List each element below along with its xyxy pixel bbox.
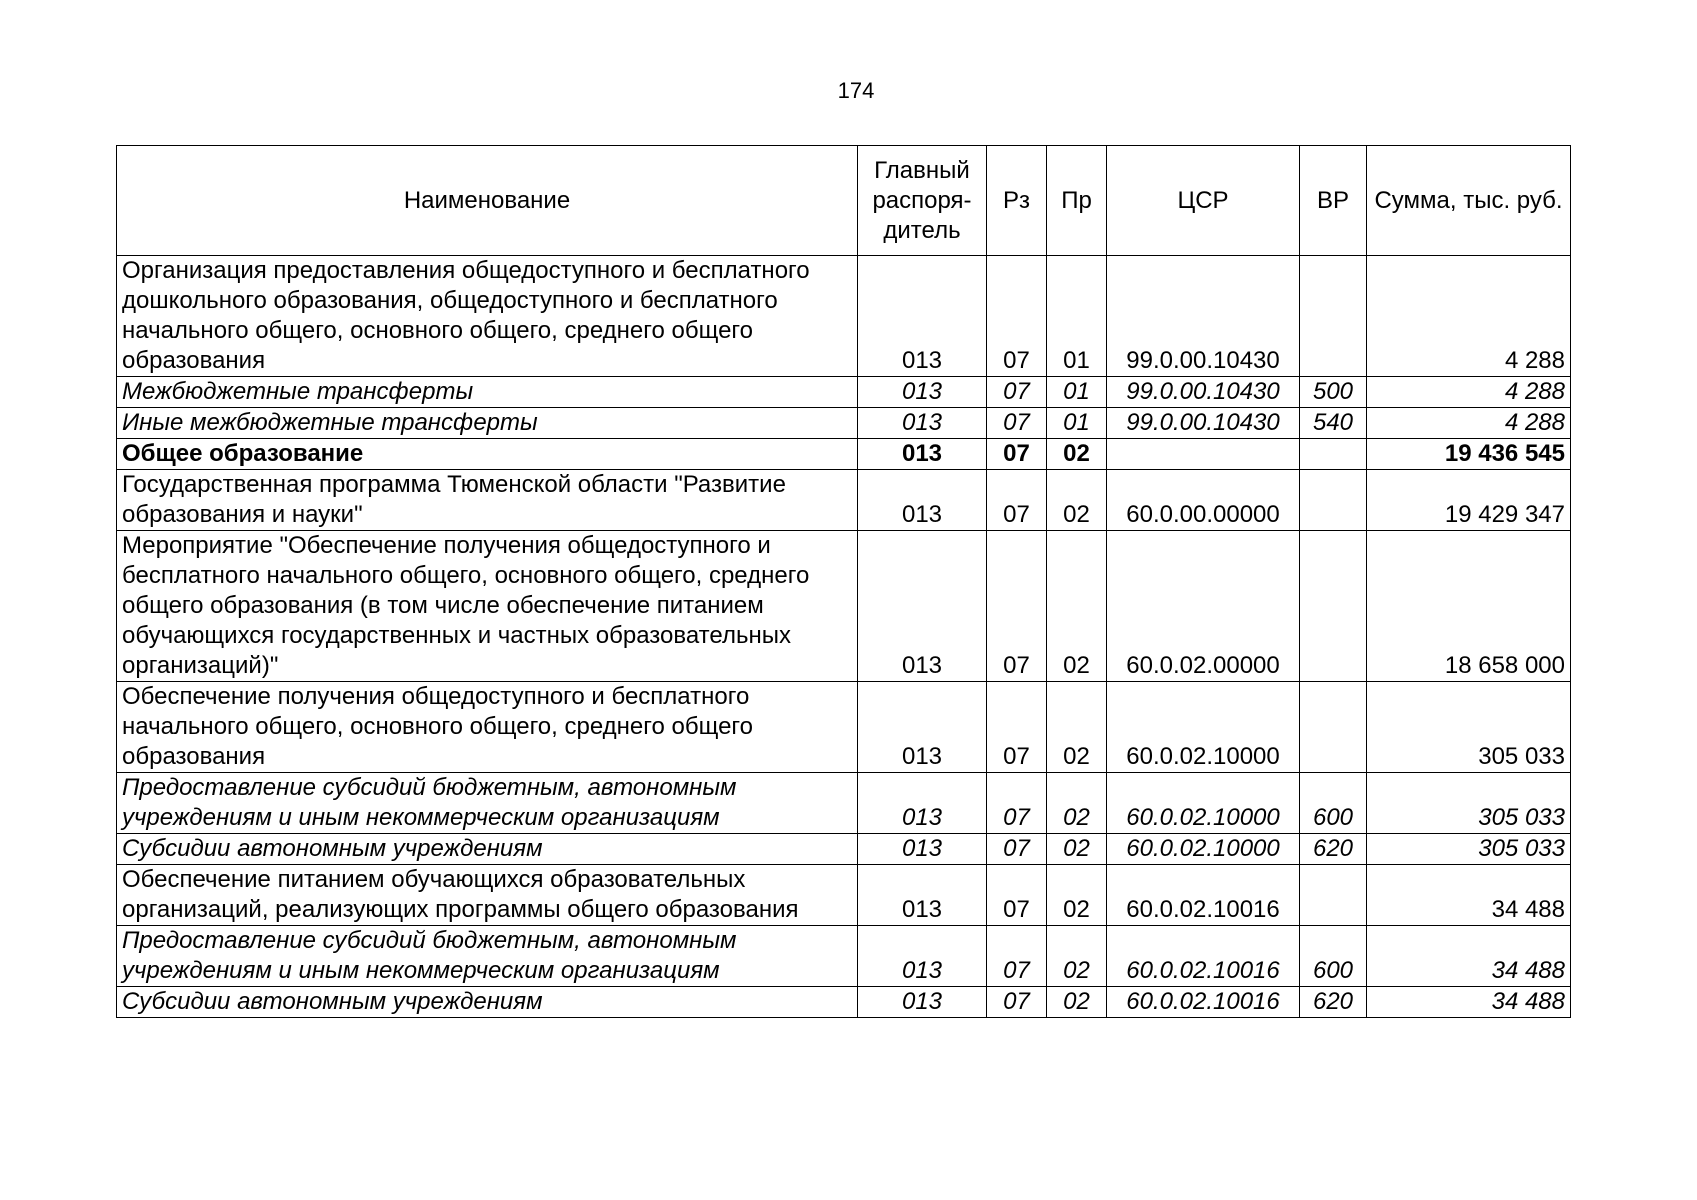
cell-rz: 07 xyxy=(987,773,1047,834)
cell-chief: 013 xyxy=(858,470,987,531)
header-csr: ЦСР xyxy=(1107,146,1300,256)
cell-chief: 013 xyxy=(858,773,987,834)
cell-rz: 07 xyxy=(987,865,1047,926)
cell-vr xyxy=(1300,682,1367,773)
cell-csr: 99.0.00.10430 xyxy=(1107,408,1300,439)
cell-name: Государственная программа Тюменской области "Развитие образования и науки" xyxy=(117,470,858,531)
table-row xyxy=(117,682,1571,773)
cell-name: Обеспечение питанием обучающихся образовательных организаций, реализующих программы общего образования xyxy=(117,865,858,926)
cell-name: Мероприятие "Обеспечение получения общедоступного и бесплатного начального общего, основного общего, среднего общего образования (в том числе обеспечение питанием обучающихся государственных и частных образовательных организаций)" xyxy=(117,531,858,682)
cell-pr: 01 xyxy=(1047,256,1107,377)
cell-chief: 013 xyxy=(858,256,987,377)
cell-name: Организация предоставления общедоступного и бесплатного дошкольного образования, общедоступного и бесплатного начального общего, основного общего, среднего общего образования xyxy=(117,256,858,377)
header-rz: Рз xyxy=(987,146,1047,256)
cell-csr: 60.0.02.00000 xyxy=(1107,531,1300,682)
table-row xyxy=(117,439,1571,470)
cell-sum: 34 488 xyxy=(1367,987,1571,1018)
cell-csr: 60.0.02.10000 xyxy=(1107,773,1300,834)
cell-rz: 07 xyxy=(987,377,1047,408)
cell-chief: 013 xyxy=(858,926,987,987)
cell-vr: 620 xyxy=(1300,834,1367,865)
cell-rz: 07 xyxy=(987,987,1047,1018)
table-row xyxy=(117,470,1571,531)
cell-name: Межбюджетные трансферты xyxy=(117,377,858,408)
cell-name: Предоставление субсидий бюджетным, автономным учреждениям и иным некоммерческим организациям xyxy=(117,926,858,987)
cell-rz: 07 xyxy=(987,470,1047,531)
table-row xyxy=(117,531,1571,682)
cell-sum: 305 033 xyxy=(1367,834,1571,865)
cell-sum: 305 033 xyxy=(1367,682,1571,773)
page-number: 174 xyxy=(837,78,875,103)
cell-csr: 60.0.02.10016 xyxy=(1107,987,1300,1018)
cell-vr xyxy=(1300,865,1367,926)
cell-csr: 60.0.00.00000 xyxy=(1107,470,1300,531)
header-vr: ВР xyxy=(1300,146,1367,256)
budget-table xyxy=(116,145,1571,1018)
cell-pr: 02 xyxy=(1047,926,1107,987)
cell-vr xyxy=(1300,531,1367,682)
table-row xyxy=(117,377,1571,408)
header-chief: Главный распоря-дитель xyxy=(858,146,987,256)
cell-pr: 01 xyxy=(1047,377,1107,408)
cell-chief: 013 xyxy=(858,408,987,439)
cell-pr: 02 xyxy=(1047,439,1107,470)
cell-rz: 07 xyxy=(987,408,1047,439)
cell-name: Субсидии автономным учреждениям xyxy=(117,987,858,1018)
cell-csr xyxy=(1107,439,1300,470)
cell-chief: 013 xyxy=(858,865,987,926)
cell-vr xyxy=(1300,470,1367,531)
cell-sum: 19 429 347 xyxy=(1367,470,1571,531)
cell-pr: 02 xyxy=(1047,531,1107,682)
cell-pr: 02 xyxy=(1047,470,1107,531)
cell-sum: 34 488 xyxy=(1367,865,1571,926)
cell-vr xyxy=(1300,439,1367,470)
table-row xyxy=(117,773,1571,834)
cell-csr: 60.0.02.10000 xyxy=(1107,834,1300,865)
cell-chief: 013 xyxy=(858,439,987,470)
cell-name: Иные межбюджетные трансферты xyxy=(117,408,858,439)
cell-chief: 013 xyxy=(858,531,987,682)
cell-csr: 60.0.02.10016 xyxy=(1107,865,1300,926)
table-row xyxy=(117,865,1571,926)
table-row xyxy=(117,987,1571,1018)
cell-chief: 013 xyxy=(858,682,987,773)
cell-pr: 02 xyxy=(1047,682,1107,773)
cell-csr: 60.0.02.10016 xyxy=(1107,926,1300,987)
table-row xyxy=(117,926,1571,987)
table-row xyxy=(117,834,1571,865)
cell-pr: 01 xyxy=(1047,408,1107,439)
cell-sum: 19 436 545 xyxy=(1367,439,1571,470)
cell-sum: 4 288 xyxy=(1367,256,1571,377)
cell-vr xyxy=(1300,256,1367,377)
cell-name: Обеспечение получения общедоступного и бесплатного начального общего, основного общего, среднего общего образования xyxy=(117,682,858,773)
header-name: Наименование xyxy=(117,146,858,256)
cell-sum: 4 288 xyxy=(1367,408,1571,439)
cell-sum: 305 033 xyxy=(1367,773,1571,834)
cell-chief: 013 xyxy=(858,377,987,408)
cell-csr: 60.0.02.10000 xyxy=(1107,682,1300,773)
cell-vr: 540 xyxy=(1300,408,1367,439)
table-row xyxy=(117,408,1571,439)
cell-csr: 99.0.00.10430 xyxy=(1107,256,1300,377)
cell-rz: 07 xyxy=(987,439,1047,470)
header-sum: Сумма, тыс. руб. xyxy=(1367,146,1571,256)
cell-rz: 07 xyxy=(987,256,1047,377)
cell-pr: 02 xyxy=(1047,834,1107,865)
cell-vr: 600 xyxy=(1300,926,1367,987)
cell-pr: 02 xyxy=(1047,865,1107,926)
cell-rz: 07 xyxy=(987,531,1047,682)
cell-sum: 18 658 000 xyxy=(1367,531,1571,682)
cell-name: Предоставление субсидий бюджетным, автономным учреждениям и иным некоммерческим организациям xyxy=(117,773,858,834)
header-pr: Пр xyxy=(1047,146,1107,256)
cell-vr: 620 xyxy=(1300,987,1367,1018)
cell-rz: 07 xyxy=(987,682,1047,773)
cell-pr: 02 xyxy=(1047,987,1107,1018)
table-header-row xyxy=(117,146,1571,256)
cell-pr: 02 xyxy=(1047,773,1107,834)
cell-sum: 34 488 xyxy=(1367,926,1571,987)
cell-chief: 013 xyxy=(858,987,987,1018)
cell-sum: 4 288 xyxy=(1367,377,1571,408)
cell-name: Субсидии автономным учреждениям xyxy=(117,834,858,865)
cell-name: Общее образование xyxy=(117,439,858,470)
table-row xyxy=(117,256,1571,377)
cell-vr: 600 xyxy=(1300,773,1367,834)
cell-chief: 013 xyxy=(858,834,987,865)
cell-rz: 07 xyxy=(987,926,1047,987)
cell-csr: 99.0.00.10430 xyxy=(1107,377,1300,408)
cell-rz: 07 xyxy=(987,834,1047,865)
cell-vr: 500 xyxy=(1300,377,1367,408)
